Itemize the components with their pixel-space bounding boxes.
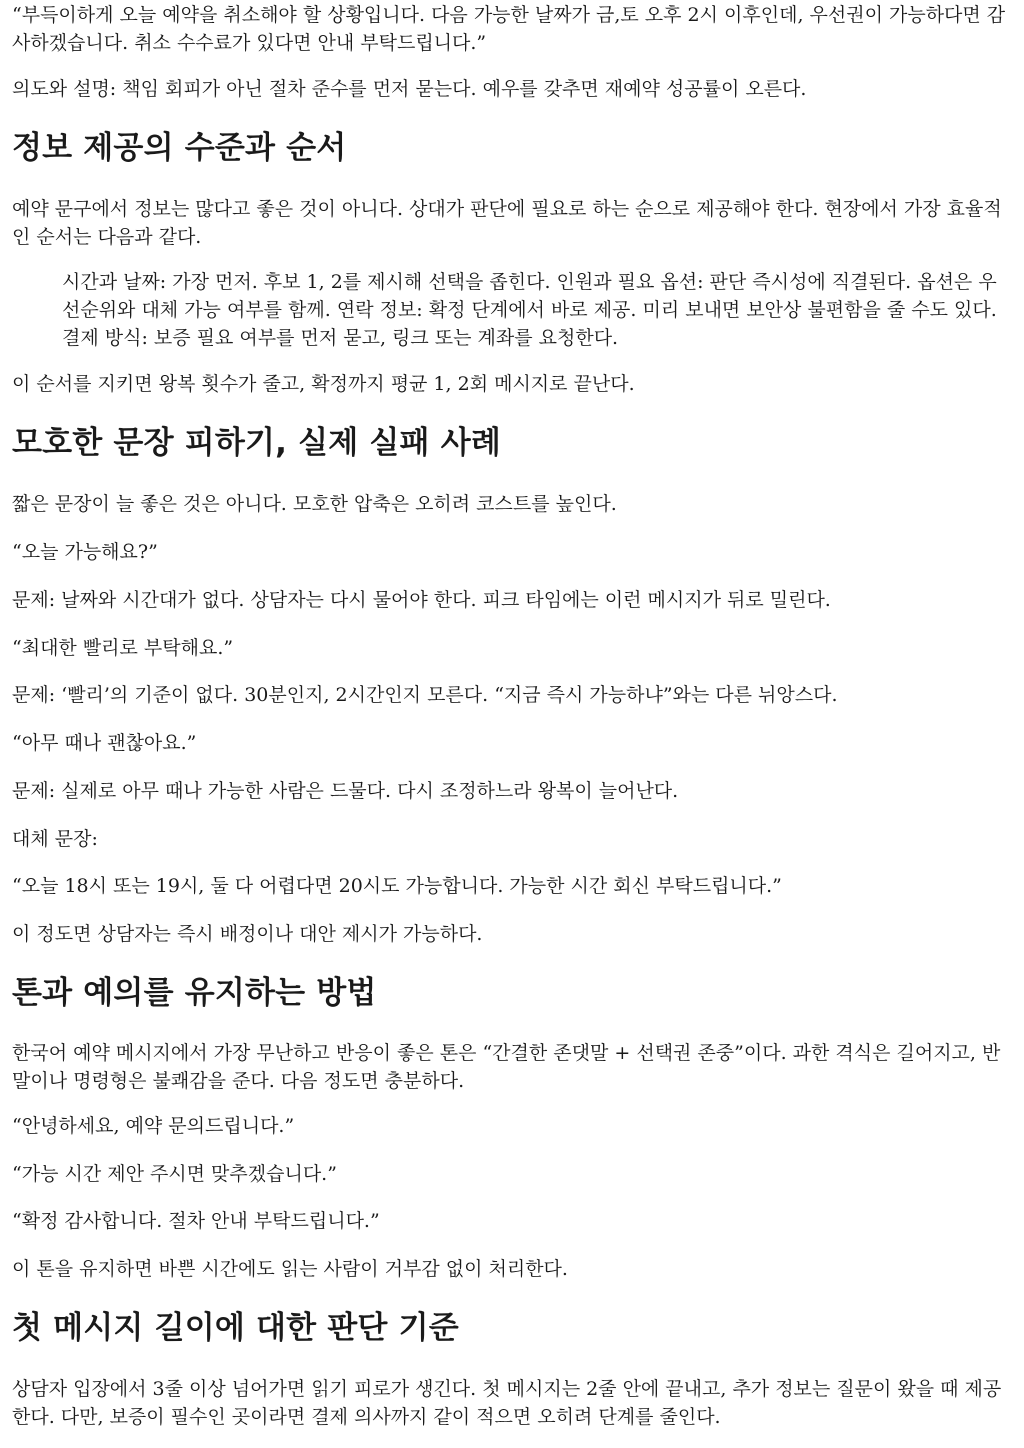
alternative-result-paragraph: 이 정도면 상담자는 즉시 배정이나 대안 제시가 가능하다. <box>12 923 483 945</box>
example-quote-3: “아무 때나 괜찮아요.” <box>12 732 197 754</box>
length-body-paragraph: 상담자 입장에서 3줄 이상 넘어가면 읽기 피로가 생긴다. 첫 메시지는 2줄 안에 끝내고, 추가 정보는 질문이 왔을 때 제공한다. 다만, 보증이 필수인 곳이라면 결제 의사까지 같이 적으면 오히려 단계를 줄인다. <box>12 1378 1002 1428</box>
info-intro-paragraph: 예약 문구에서 정보는 많다고 좋은 것이 아니다. 상대가 판단에 필요로 하는 순으로 제공해야 한다. 현장에서 가장 효율적인 순서는 다음과 같다. <box>12 198 1002 248</box>
section-heading-vague-sentences: 모호한 문장 피하기, 실제 실패 사례 <box>12 425 501 461</box>
tone-intro-paragraph: 한국어 예약 메시지에서 가장 무난하고 반응이 좋은 톤은 “간결한 존댓말 + 선택권 존중”이다. 과한 격식은 길어지고, 반말이나 명령형은 불쾌감을 준다. 다음 정도면 충분하다. <box>12 1042 1001 1092</box>
example-quote-2: “최대한 빨리로 부탁해요.” <box>12 637 234 659</box>
example-problem-1: 문제: 날짜와 시간대가 없다. 상담자는 다시 물어야 한다. 피크 타임에는 이런 메시지가 뒤로 밀린다. <box>12 589 831 611</box>
vague-intro-paragraph: 짧은 문장이 늘 좋은 것은 아니다. 모호한 압축은 오히려 코스트를 높인다. <box>12 493 617 515</box>
tone-result-paragraph: 이 톤을 유지하면 바쁜 시간에도 읽는 사람이 거부감 없이 처리한다. <box>12 1258 568 1280</box>
alternative-label: 대체 문장: <box>12 828 98 850</box>
top-quote-paragraph: “부득이하게 오늘 예약을 취소해야 할 상황입니다. 다음 가능한 날짜가 금,토 오후 2시 이후인데, 우선권이 가능하다면 감사하겠습니다. 취소 수수료가 있다면 안내 부탁드립니다.” <box>12 4 1006 54</box>
section-heading-message-length: 첫 메시지 길이에 대한 판단 기준 <box>12 1310 459 1346</box>
alternative-quote: “오늘 18시 또는 19시, 둘 다 어렵다면 20시도 가능합니다. 가능한 시간 회신 부탁드립니다.” <box>12 875 782 897</box>
info-list-blockquote: 시간과 날짜: 가장 먼저. 후보 1, 2를 제시해 선택을 좁힌다. 인원과 필요 옵션: 판단 즉시성에 직결된다. 옵션은 우선순위와 대체 가능 여부를 함께. 연락 정보: 확정 단계에서 바로 제공. 미리 보내면 보안상 불편함을 줄 수도 있다. 결제 방식: 보증 필요 여부를 먼저 묻고, 링크 또는 계좌를 요청한다. <box>62 271 997 349</box>
section-heading-info-order: 정보 제공의 수준과 순서 <box>12 130 347 166</box>
tone-quote-1: “안녕하세요, 예약 문의드립니다.” <box>12 1115 295 1137</box>
tone-quote-3: “확정 감사합니다. 절차 안내 부탁드립니다.” <box>12 1210 380 1232</box>
example-problem-3: 문제: 실제로 아무 때나 가능한 사람은 드물다. 다시 조정하느라 왕복이 늘어난다. <box>12 780 679 802</box>
info-result-paragraph: 이 순서를 지키면 왕복 횟수가 줄고, 확정까지 평균 1, 2회 메시지로 끝난다. <box>12 373 635 395</box>
section-heading-tone: 톤과 예의를 유지하는 방법 <box>12 975 377 1011</box>
example-quote-1: “오늘 가능해요?” <box>12 541 158 563</box>
intent-paragraph: 의도와 설명: 책임 회피가 아닌 절차 준수를 먼저 묻는다. 예우를 갖추면 재예약 성공률이 오른다. <box>12 78 807 100</box>
tone-quote-2: “가능 시간 제안 주시면 맞추겠습니다.” <box>12 1163 337 1185</box>
example-problem-2: 문제: ‘빨리’의 기준이 없다. 30분인지, 2시간인지 모른다. “지금 즉시 가능하냐”와는 다른 뉘앙스다. <box>12 684 838 706</box>
